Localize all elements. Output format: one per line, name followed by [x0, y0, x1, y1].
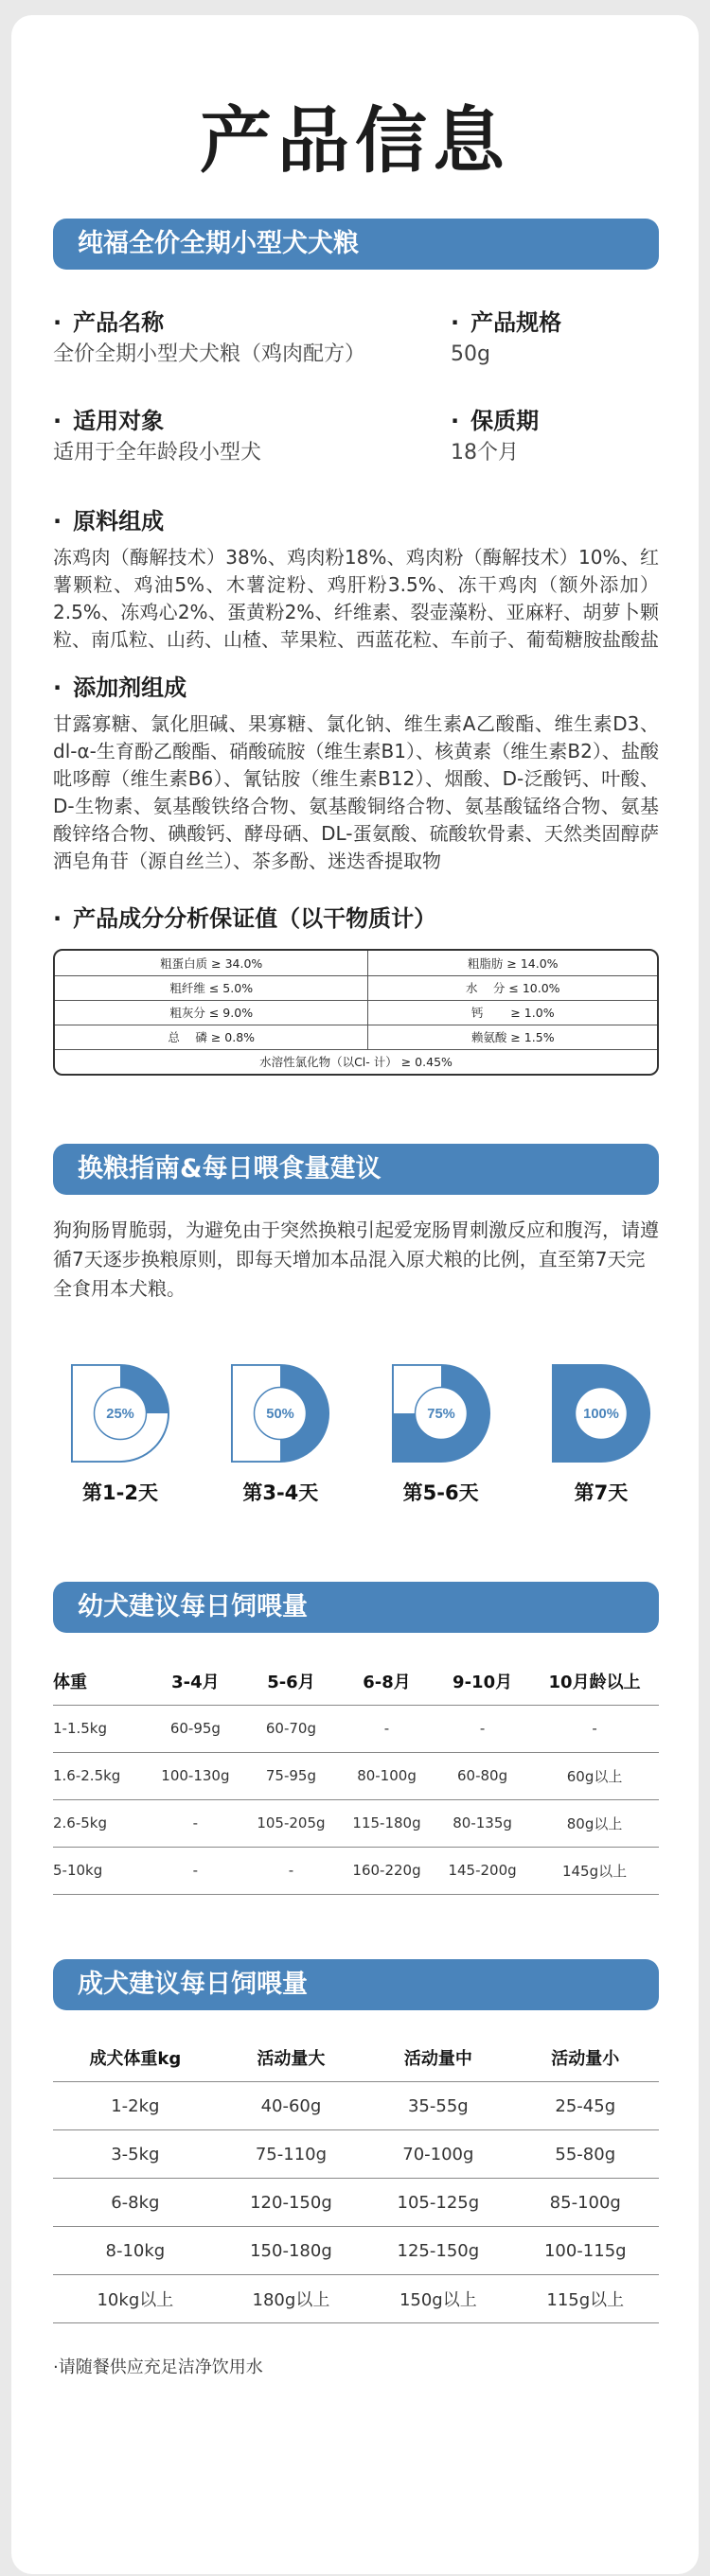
guide-text: 狗狗肠胃脆弱，为避免由于突然换粮引起爱宠肠胃刺激反应和腹泻，请遵循7天逐步换粮原则，即每天增加本品混入原犬粮的比例，直至第7天完全食用本犬粮。: [53, 1218, 659, 1300]
table-cell: 1.6-2.5kg: [53, 1752, 148, 1799]
table-header-row: [53, 1657, 659, 1705]
table-cell: 60-95g: [148, 1705, 243, 1752]
target-label: · 适用对象: [53, 406, 451, 436]
additives-section: [53, 673, 659, 875]
table-row: [55, 951, 657, 975]
table-cell: 60-80g: [435, 1752, 530, 1799]
column-header: 3-4月: [148, 1657, 243, 1705]
table-row: [53, 1799, 659, 1847]
step-label: 第3-4天: [242, 1481, 319, 1504]
table-cell: 150g以上: [364, 2275, 511, 2323]
table-row: [53, 2082, 659, 2130]
puppy-feeding-table: [53, 1657, 659, 1895]
ingredients-text: 冻鸡肉（酶解技术）38%、鸡肉粉18%、鸡肉粉（酶解技术）10%、红薯颗粒、鸡油5%、木薯淀粉、鸡肝粉3.5%、冻干鸡肉（额外添加） 2.5%、冻鸡心2%、蛋黄粉2%、纤维素、裂壶藻粉、亚麻籽、胡萝卜颗粒、南瓜粒、山药、山楂、苹果粒、西蓝花粒、车前子、葡萄糖胺盐酸盐: [53, 546, 659, 651]
pie-icon: [69, 1362, 171, 1464]
pie-percent: 100%: [583, 1406, 619, 1422]
column-header: 体重: [53, 1657, 148, 1705]
step-item: [389, 1362, 493, 1506]
analysis-cell: 钙 ≥ 1.0%: [368, 1000, 657, 1025]
table-cell: 60g以上: [530, 1752, 659, 1799]
table-row: [53, 2130, 659, 2179]
table-cell: -: [148, 1847, 243, 1894]
column-header: 活动量中: [364, 2035, 511, 2082]
column-header: 10月龄以上: [530, 1657, 659, 1705]
analysis-table: [53, 949, 659, 1076]
table-cell: 1-2kg: [53, 2082, 218, 2130]
table-cell: 125-150g: [364, 2227, 511, 2275]
table-cell: 70-100g: [364, 2130, 511, 2179]
footnote: ·请随餐供应充足洁净饮用水: [53, 2357, 263, 2377]
table-cell: 160-220g: [339, 1847, 435, 1894]
product-banner: 纯福全价全期小型犬犬粮: [53, 219, 659, 270]
table-cell: 60-70g: [243, 1705, 339, 1752]
table-cell: 180g以上: [218, 2275, 364, 2323]
table-row: [55, 1025, 657, 1049]
analysis-cell: 赖氨酸 ≥ 1.5%: [368, 1025, 657, 1049]
analysis-label: · 产品成分分析保证值（以干物质计）: [53, 903, 659, 934]
table-cell: 80g以上: [530, 1799, 659, 1847]
table-cell: 80-135g: [435, 1799, 530, 1847]
product-name-label: · 产品名称: [53, 307, 451, 338]
adult-feeding-table: [53, 2035, 659, 2324]
table-cell: 8-10kg: [53, 2227, 218, 2275]
step-item: [228, 1362, 332, 1506]
column-header: 活动量大: [218, 2035, 364, 2082]
step-label: 第5-6天: [402, 1481, 479, 1504]
table-cell: 80-100g: [339, 1752, 435, 1799]
analysis-cell: 粗脂肪 ≥ 14.0%: [368, 951, 657, 975]
table-cell: 100-130g: [148, 1752, 243, 1799]
shelf-life-block: [451, 406, 659, 468]
table-cell: 40-60g: [218, 2082, 364, 2130]
step-label: 第7天: [574, 1481, 629, 1504]
pie-icon: [229, 1362, 331, 1464]
table-cell: -: [530, 1705, 659, 1752]
table-cell: 85-100g: [512, 2179, 659, 2227]
table-cell: 150-180g: [218, 2227, 364, 2275]
additives-label: · 添加剂组成: [53, 673, 659, 703]
table-cell: 105-205g: [243, 1799, 339, 1847]
table-cell: 75-110g: [218, 2130, 364, 2179]
product-info-grid: [53, 307, 659, 468]
table-row: [53, 2227, 659, 2275]
product-spec-value: 50g: [451, 342, 490, 366]
analysis-cell: 粗灰分 ≤ 9.0%: [55, 1000, 368, 1025]
analysis-cell: 粗蛋白质 ≥ 34.0%: [55, 951, 368, 975]
table-row: [53, 2275, 659, 2323]
guide-banner: 换粮指南&每日喂食量建议: [53, 1144, 659, 1195]
table-cell: -: [243, 1847, 339, 1894]
table-cell: 2.6-5kg: [53, 1799, 148, 1847]
table-cell: -: [339, 1705, 435, 1752]
table-header-row: [53, 2035, 659, 2082]
puppy-banner: 幼犬建议每日饲喂量: [53, 1582, 659, 1633]
table-row: [55, 1000, 657, 1025]
column-header: 6-8月: [339, 1657, 435, 1705]
table-cell: 10kg以上: [53, 2275, 218, 2323]
product-spec-block: [451, 307, 659, 370]
product-name-value: 全价全期小型犬犬粮（鸡肉配方）: [53, 342, 366, 366]
pie-percent: 50%: [266, 1406, 295, 1422]
table-cell: -: [148, 1799, 243, 1847]
table-cell: 105-125g: [364, 2179, 511, 2227]
column-header: 9-10月: [435, 1657, 530, 1705]
table-row: [53, 2179, 659, 2227]
table-cell: 1-1.5kg: [53, 1705, 148, 1752]
pie-percent: 25%: [106, 1406, 134, 1422]
table-cell: 115-180g: [339, 1799, 435, 1847]
product-name-block: [53, 307, 451, 370]
adult-banner: 成犬建议每日饲喂量: [53, 1959, 659, 2010]
step-item: [68, 1362, 172, 1506]
ingredients-label: · 原料组成: [53, 506, 659, 536]
step-label: 第1-2天: [82, 1481, 158, 1504]
table-cell: 25-45g: [512, 2082, 659, 2130]
table-cell: 5-10kg: [53, 1847, 148, 1894]
product-spec-label: · 产品规格: [451, 307, 659, 338]
table-cell: 3-5kg: [53, 2130, 218, 2179]
column-header: 活动量小: [512, 2035, 659, 2082]
analysis-cell: 水 分 ≤ 10.0%: [368, 975, 657, 1000]
table-row: [55, 1049, 657, 1074]
analysis-cell: 总 磷 ≥ 0.8%: [55, 1025, 368, 1049]
column-header: 5-6月: [243, 1657, 339, 1705]
table-row: [53, 1847, 659, 1894]
table-cell: 120-150g: [218, 2179, 364, 2227]
additives-text: 甘露寡糖、氯化胆碱、果寡糖、氯化钠、维生素A乙酸酯、维生素D3、dl-α-生育酚乙酸酯、硝酸硫胺（维生素B1）、核黄素（维生素B2）、盐酸吡哆醇（维生素B6）、氰钴胺（维生素B12）、烟酸、D-泛酸钙、叶酸、D-生物素、氨基酸铁络合物、氨基酸铜络合物、氨基酸锰络合物、氨基酸锌络合物、碘酸钙、酵母硒、DL-蛋氨酸、硫酸软骨素、天然类固醇萨洒皂角苷（源自丝兰）、茶多酚、迷迭香提取物: [53, 712, 659, 872]
analysis-cell: 水溶性氯化物（以Cl- 计） ≥ 0.45%: [259, 1055, 453, 1070]
table-cell: 115g以上: [512, 2275, 659, 2323]
shelf-life-value: 18个月: [451, 441, 519, 464]
step-item: [549, 1362, 653, 1506]
table-row: [53, 1705, 659, 1752]
table-cell: 100-115g: [512, 2227, 659, 2275]
table-cell: 145-200g: [435, 1847, 530, 1894]
analysis-cell: 粗纤维 ≤ 5.0%: [55, 975, 368, 1000]
table-cell: 55-80g: [512, 2130, 659, 2179]
table-row: [55, 975, 657, 1000]
table-cell: 35-55g: [364, 2082, 511, 2130]
analysis-section: [53, 903, 659, 934]
page-title: 产品信息: [200, 98, 510, 183]
target-value: 适用于全年龄段小型犬: [53, 441, 262, 464]
column-header: 成犬体重kg: [53, 2035, 218, 2082]
target-block: [53, 406, 451, 468]
table-cell: 75-95g: [243, 1752, 339, 1799]
product-info-card: [11, 15, 699, 2574]
table-cell: 6-8kg: [53, 2179, 218, 2227]
table-cell: -: [435, 1705, 530, 1752]
table-cell: 145g以上: [530, 1847, 659, 1894]
pie-icon: [550, 1362, 652, 1464]
shelf-life-label: · 保质期: [451, 406, 659, 436]
ingredients-section: [53, 506, 659, 654]
transition-steps: [68, 1362, 653, 1506]
pie-percent: 75%: [426, 1406, 455, 1422]
pie-icon: [390, 1362, 492, 1464]
table-row: [53, 1752, 659, 1799]
